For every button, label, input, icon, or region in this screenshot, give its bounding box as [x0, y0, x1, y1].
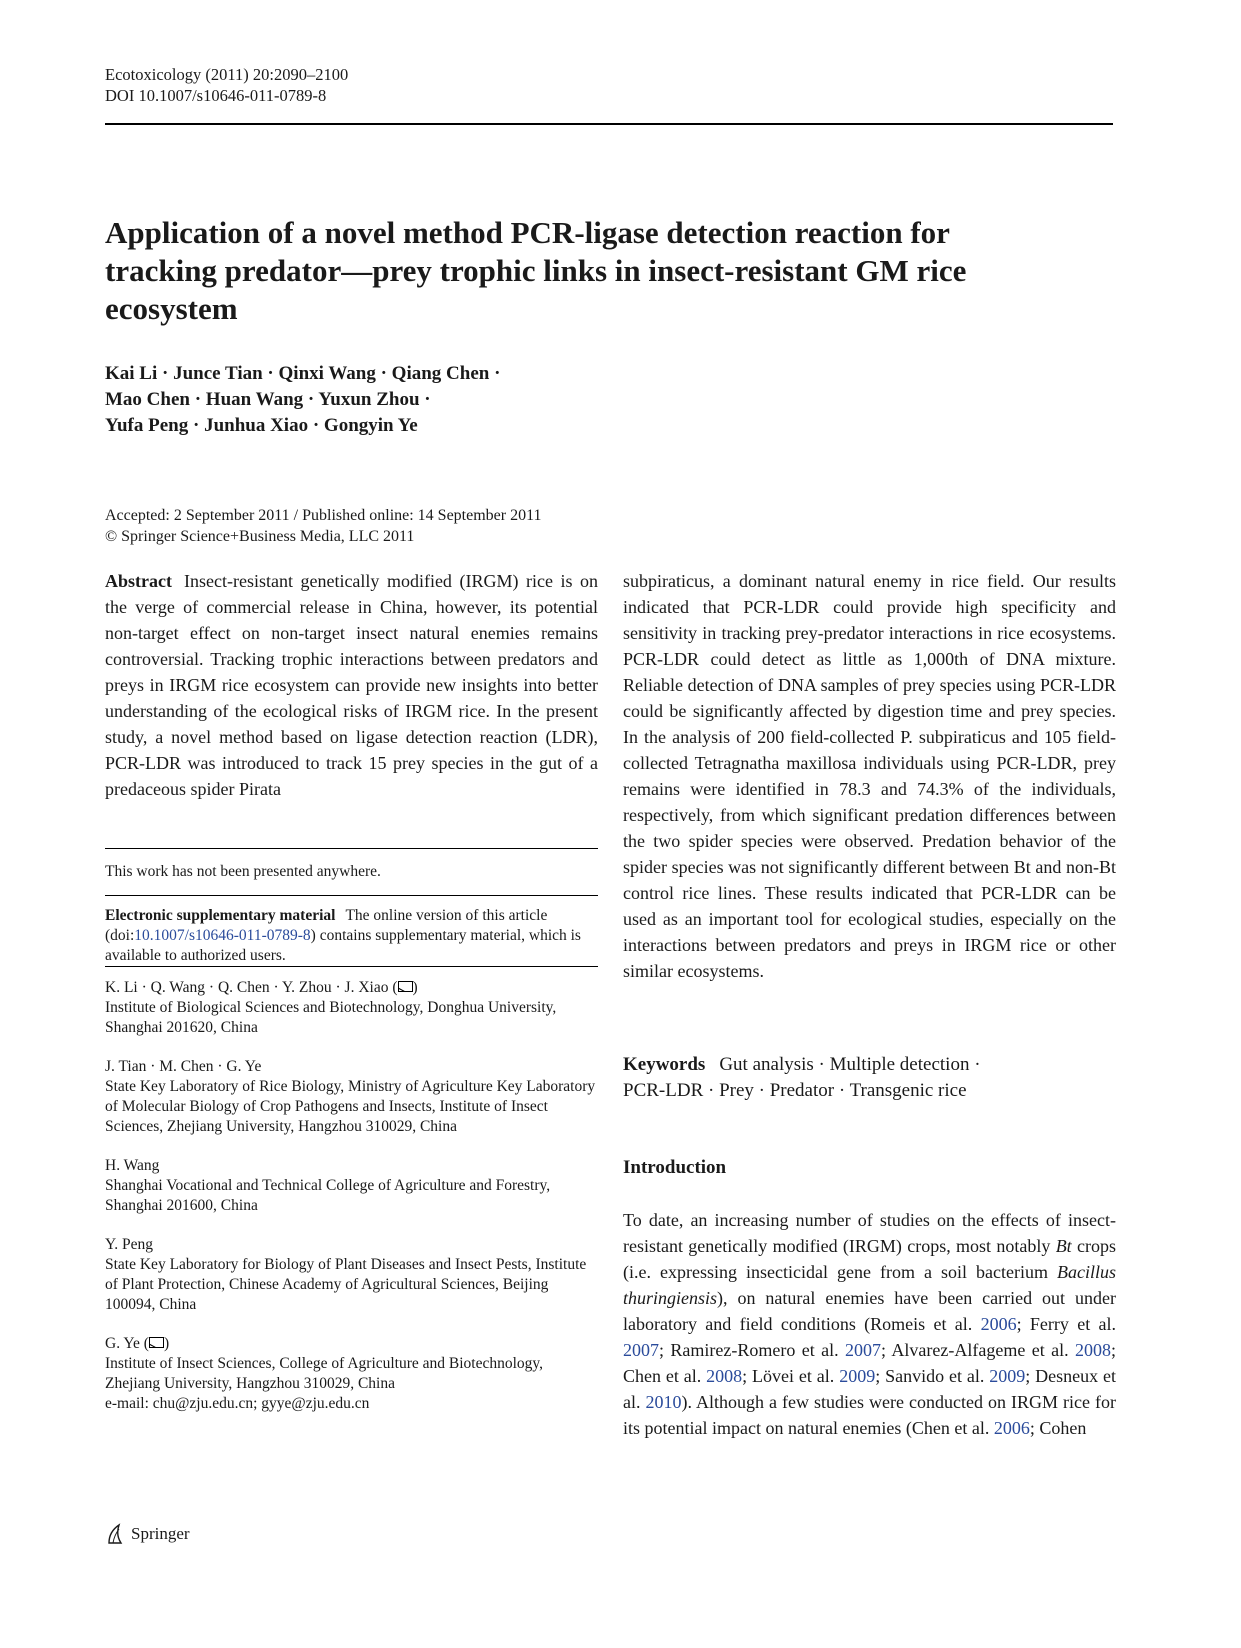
section-heading-introduction: Introduction: [623, 1157, 727, 1178]
springer-logo-icon: [105, 1523, 125, 1545]
affiliation-address: Institute of Biological Sciences and Biotechnology, Donghua University, Shanghai 201620, China: [105, 999, 557, 1036]
publisher-footer: [105, 1523, 190, 1545]
footnote-rule: [105, 966, 598, 967]
citation-link[interactable]: 2007: [623, 1340, 659, 1360]
citation-link[interactable]: 2007: [845, 1340, 881, 1360]
citation-link[interactable]: 2008: [706, 1366, 743, 1386]
journal-header: [105, 64, 348, 106]
affiliation-address: State Key Laboratory of Rice Biology, Ministry of Agriculture Key Laboratory of Molecular Biology of Crop Pathogens and Insects, Institute of Insect Sciences, Zhejiang University, Hangzhou 310029, China: [105, 1078, 596, 1135]
keywords-line: Gut analysis · Multiple detection ·: [719, 1054, 981, 1075]
copyright: © Springer Science+Business Media, LLC 2011: [105, 528, 415, 545]
citation-link[interactable]: 2006: [980, 1314, 1017, 1334]
abstract-left: [105, 568, 598, 802]
paper-title: Application of a novel method PCR-ligase detection reaction for tracking predator—prey trophic links in insect-resistant GM rice ecosystem: [105, 215, 967, 326]
author-list: [105, 361, 705, 439]
citation-link[interactable]: 2006: [993, 1418, 1030, 1438]
affiliation-names: H. Wang: [105, 1157, 160, 1174]
esm-note: Electronic supplementary material The online version of this article (doi:10.1007/s10646-011-0789-8) contains supplementary material, which is available to authorized users.: [105, 907, 581, 964]
footnote-rule: [105, 895, 598, 896]
doi-link[interactable]: 10.1007/s10646-011-0789-8: [134, 927, 311, 944]
affiliation: [105, 978, 598, 1038]
affiliation: [105, 1057, 598, 1137]
citation-link[interactable]: 2009: [839, 1366, 876, 1386]
author-line: Kai Li · Junce Tian · Qinxi Wang · Qiang Chen ·: [105, 363, 501, 384]
affiliation: [105, 1156, 598, 1216]
affiliation-names: Y. Peng: [105, 1236, 153, 1253]
affiliation-names: K. Li · Q. Wang · Q. Chen · Y. Zhou · J. Xiao ( ): [105, 979, 418, 996]
affiliation-names: J. Tian · M. Chen · G. Ye: [105, 1058, 262, 1075]
citation-link[interactable]: 2009: [989, 1366, 1026, 1386]
abstract-heading: Abstract: [105, 571, 172, 591]
keywords: [623, 1052, 1116, 1104]
citation-link[interactable]: 2008: [1074, 1340, 1111, 1360]
affiliation-names: G. Ye ( ): [105, 1335, 170, 1352]
author-line: Yufa Peng · Junhua Xiao · Gongyin Ye: [105, 415, 418, 436]
affiliations: [105, 978, 598, 1433]
keywords-heading: Keywords: [623, 1054, 706, 1075]
affiliation-address: Shanghai Vocational and Technical College of Agriculture and Forestry, Shanghai 201600, China: [105, 1177, 551, 1214]
esm-heading: Electronic supplementary material: [105, 907, 336, 924]
journal-doi: DOI 10.1007/s10646-011-0789-8: [105, 86, 327, 105]
accepted-date: Accepted: 2 September 2011 / Published online: 14 September 2011: [105, 507, 542, 524]
abstract-right: subpiraticus, a dominant natural enemy in rice field. Our results indicated that PCR-LDR could provide high specificity and sensitivity in tracking prey-predator interactions in rice ecosystems. PCR-LDR could detect as little as 1,000th of DNA mixture. Reliable detection of DNA samples of prey species using PCR-LDR could be significantly affected by digestion time and prey species. In the analysis of 200 field-collected P. subpiraticus and 105 field-collected Tetragnatha maxillosa individuals using PCR-LDR, prey remains were identified in 78.3 and 74.3% of the individuals, respectively, from which significant predation differences between the two spider species were observed. Predation behavior of the spider species was not significantly different between Bt and non-Bt control rice lines. These results indicated that PCR-LDR can be used as an important tool for ecological studies, especially on the interactions between predators and preys in IRGM rice or other similar ecosystems.: [623, 571, 1116, 981]
affiliation: [105, 1334, 598, 1414]
affiliation-address: Institute of Insect Sciences, College of Agriculture and Biotechnology, Zhejiang University, Hangzhou 310029, China: [105, 1355, 544, 1392]
introduction-text: To date, an increasing number of studies on the effects of insect-resistant genetically modified (IRGM) crops, most notably Bt crops (i.e. expressing insecticidal gene from a soil bacterium Bacillus thuringiensis), on natural enemies have been carried out under laboratory and field conditions (Romeis et al. 2006; Ferry et al. 2007; Ramirez-Romero et al. 2007; Alvarez-Alfageme et al. 2008; Chen et al. 2008; Lövei et al. 2009; Sanvido et al. 2009; Desneux et al. 2010). Although a few studies were conducted on IRGM rice for its potential impact on natural enemies (Chen et al. 2006; Cohen: [623, 1210, 1117, 1438]
publisher-name: Springer: [131, 1524, 190, 1543]
footnote-rule: [105, 848, 598, 849]
header-rule: [105, 123, 1113, 125]
publication-dates: [105, 505, 665, 547]
keywords-line: PCR-LDR · Prey · Predator · Transgenic rice: [623, 1080, 967, 1101]
author-line: Mao Chen · Huan Wang · Yuxun Zhou ·: [105, 389, 431, 410]
journal-citation: Ecotoxicology (2011) 20:2090–2100: [105, 65, 349, 84]
affiliation-email: e-mail: chu@zju.edu.cn; gyye@zju.edu.cn: [105, 1395, 370, 1412]
envelope-icon: [149, 1337, 164, 1348]
affiliation-address: State Key Laboratory for Biology of Plant Diseases and Insect Pests, Institute of Plant Protection, Chinese Academy of Agricultural Sciences, Beijing 100094, China: [105, 1256, 587, 1313]
citation-link[interactable]: 2010: [645, 1392, 682, 1412]
envelope-icon: [398, 981, 413, 992]
affiliation: [105, 1235, 598, 1315]
footnote-presented: This work has not been presented anywhere.: [105, 863, 381, 880]
abstract-text-left: Insect-resistant genetically modified (IRGM) rice is on the verge of commercial release in China, however, its potential non-target effect on non-target insect natural enemies remains controversial. Tracking trophic interactions between predators and preys in IRGM rice ecosystem can provide new insights into better understanding of the ecological risks of IRGM rice. In the present study, a novel method based on ligase detection reaction (LDR), PCR-LDR was introduced to track 15 prey species in the gut of a predaceous spider Pirata: [105, 571, 598, 799]
